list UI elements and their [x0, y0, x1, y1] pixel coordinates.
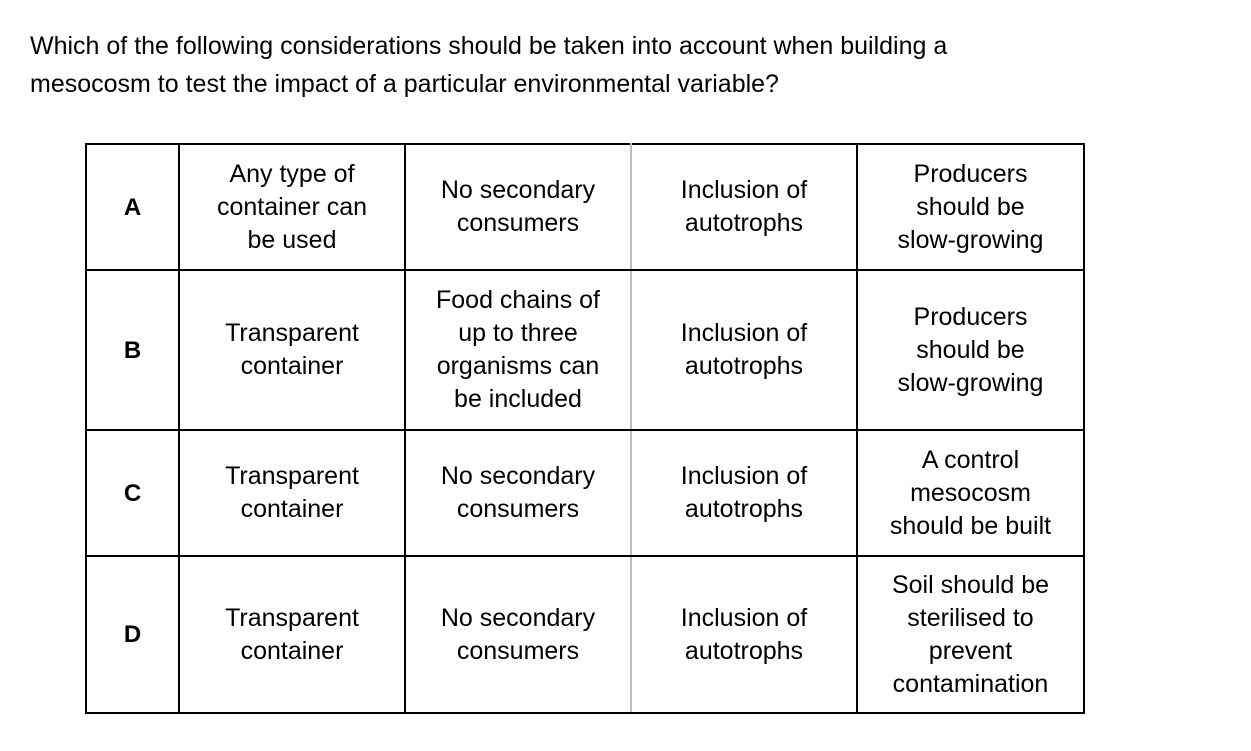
- option-c-cell-1: Transparent container: [179, 430, 405, 556]
- question-line-2: mesocosm to test the impact of a particular environmental variable?: [30, 70, 779, 98]
- option-d-cell-4: Soil should be sterilised to prevent contamination: [857, 556, 1084, 713]
- option-a-cell-1: Any type of container can be used: [179, 144, 405, 270]
- option-d-cell-1: Transparent container: [179, 556, 405, 713]
- option-a-cell-3: Inclusion of autotrophs: [631, 144, 857, 270]
- options-table: [85, 143, 1085, 714]
- option-letter-d: D: [86, 556, 179, 713]
- option-row-b[interactable]: [86, 270, 1084, 430]
- question-line-1: Which of the following considerations should be taken into account when building a: [30, 32, 948, 60]
- option-letter-b: B: [86, 270, 179, 430]
- option-letter-c: C: [86, 430, 179, 556]
- option-c-cell-4: A control mesocosm should be built: [857, 430, 1084, 556]
- option-a-cell-4: Producers should be slow-growing: [857, 144, 1084, 270]
- option-letter-a: A: [86, 144, 179, 270]
- option-d-cell-2: No secondary consumers: [405, 556, 631, 713]
- option-c-cell-2: No secondary consumers: [405, 430, 631, 556]
- option-row-c[interactable]: [86, 430, 1084, 556]
- option-row-a[interactable]: [86, 144, 1084, 270]
- question-text: [30, 27, 1210, 103]
- option-a-cell-2: No secondary consumers: [405, 144, 631, 270]
- option-row-d[interactable]: [86, 556, 1084, 713]
- option-c-cell-3: Inclusion of autotrophs: [631, 430, 857, 556]
- option-b-cell-2: Food chains of up to three organisms can be included: [405, 270, 631, 430]
- option-d-cell-3: Inclusion of autotrophs: [631, 556, 857, 713]
- option-b-cell-3: Inclusion of autotrophs: [631, 270, 857, 430]
- option-b-cell-4: Producers should be slow-growing: [857, 270, 1084, 430]
- option-b-cell-1: Transparent container: [179, 270, 405, 430]
